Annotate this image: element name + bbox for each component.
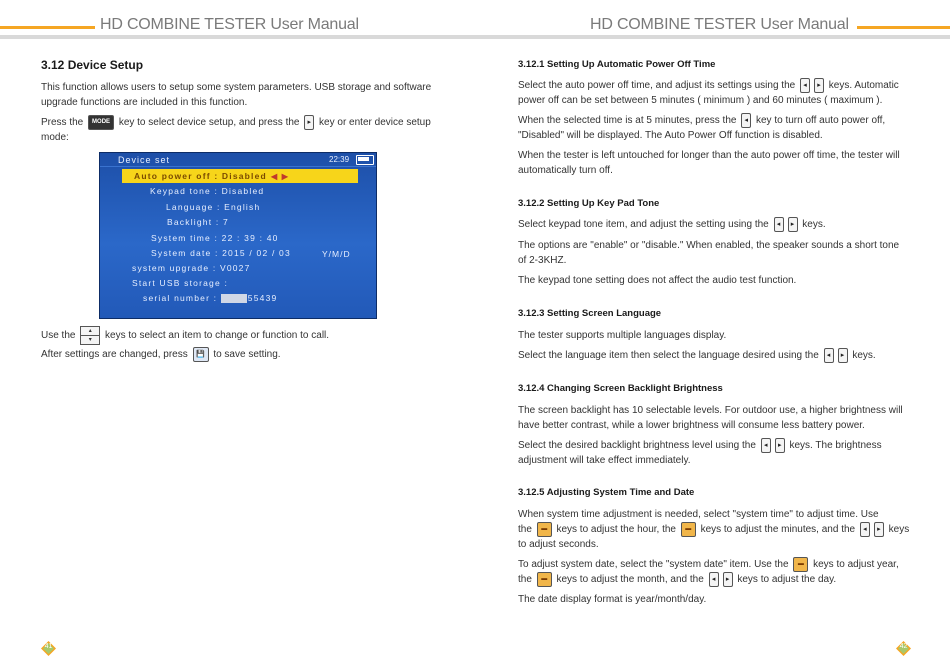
header-title: HD COMBINE TESTER User Manual <box>100 16 359 33</box>
page-number: 42 <box>899 643 908 650</box>
intro-paragraph: This function allows users to setup some system parameters. USB storage and software upgrade functions are included in this function. <box>41 82 432 108</box>
function-key-icon: ▬ <box>793 557 808 572</box>
menu-row-auto-power-off[interactable]: Auto power off : Disabled ◀ ▶ <box>134 171 290 181</box>
left-arrow-key-icon: ◂ <box>800 78 810 93</box>
menu-row-system-time[interactable]: System time : 22 : 39 : 40 <box>151 233 279 243</box>
menu-row-system-upgrade[interactable]: system upgrade : V0027 <box>132 263 251 273</box>
up-down-key-icon: ▴ ▾ <box>80 326 100 345</box>
right-arrow-key-icon: ▸ <box>838 348 848 363</box>
header-title: HD COMBINE TESTER User Manual <box>590 16 849 33</box>
header-accent-line <box>0 26 95 29</box>
right-arrow-key-icon: ▸ <box>814 78 824 93</box>
menu-row-backlight[interactable]: Backlight : 7 <box>167 217 229 227</box>
function-key-icon: ▬ <box>537 572 552 587</box>
screen-clock: 22:39 <box>329 155 350 164</box>
section-title-power-off: 3.12.1 Setting Up Automatic Power Off Time <box>518 59 716 70</box>
menu-row-serial-number: serial number : 55439 <box>143 293 278 303</box>
menu-row-keypad-tone[interactable]: Keypad tone : Disabled <box>150 186 265 196</box>
page-number: 41 <box>44 643 53 650</box>
left-arrow-key-icon: ◂ <box>761 438 771 453</box>
battery-icon <box>356 155 374 165</box>
header-divider <box>475 35 950 39</box>
use-keys-paragraph: Use the ▴ ▾ keys to select an item to change or function to call. <box>41 328 330 343</box>
left-arrow-key-icon: ◂ <box>774 217 784 232</box>
right-page: HD COMBINE TESTER User Manual 3.12.1 Setting Up Automatic Power Off Time Select the auto power off time, and adjust its settings using the ◂ ▸ keys. Automatic power off can be set between 5 minutes ( minimum ) and 60 minutes ( maximum ). When the selected time is at 5 minutes, press the ◂ key to turn off auto power off, "Disabled" will be displayed. The Auto Power Off function is disabled. When the tester is left untouched for longer than the auto power off time, the tester will automatically turn off. 3.12.2 Setting Up Key Pad Tone Select keypad tone item, and adjust the setting using the ◂ ▸ keys. The options are "enable" or "disable." When enabled, the speaker sounds a short tone of 2-3KHZ. The keypad tone setting does not affect the audio test function. 3.12.3 Setting Screen Language The tester supports multiple languages display. Select the language item then select the language desired using the ◂ ▸ keys. 3.12.4 Changing Screen Backlight Brightness The screen backlight has 10 selectable levels. For outdoor use, a higher brightness will have better contrast, while a lower brightness will consume less battery power. Select the desired backlight brightness level using the ◂ ▸ keys. The brightness adjustment will take effect immediately. 3.12.5 Adjusting System Time and Date When system time adjustment is needed, select "system time" to adjust time. Use the ▬ keys to adjust the hour, the ▬ keys to adjust the minutes, and the ◂ ▸ keys to adjust seconds. To adjust system date, select the "system date" item. Use the ▬ keys to adjust year, the ▬ keys to adjust the month, and the ◂ ▸ keys to adjust the day. The date display format is year/month/day. 42 <box>475 0 950 670</box>
right-arrow-key-icon: ▸ <box>775 438 785 453</box>
save-key-icon: 💾 <box>193 347 209 362</box>
right-arrow-key-icon: ▸ <box>723 572 733 587</box>
device-screen <box>99 152 377 319</box>
menu-row-language[interactable]: Language : English <box>166 202 261 212</box>
right-arrow-key-icon: ▸ <box>874 522 884 537</box>
section-title-keypad-tone: 3.12.2 Setting Up Key Pad Tone <box>518 198 660 209</box>
right-arrow-key-icon: ▸ <box>788 217 798 232</box>
header-divider <box>0 35 475 39</box>
section-title-time-date: 3.12.5 Adjusting System Time and Date <box>518 487 695 498</box>
menu-row-system-date[interactable]: System date : 2015 / 02 / 03 <box>151 248 291 258</box>
left-arrow-key-icon: ◂ <box>741 113 751 128</box>
function-key-icon: ▬ <box>681 522 696 537</box>
redacted-serial <box>221 294 247 303</box>
section-title-language: 3.12.3 Setting Screen Language <box>518 308 662 319</box>
header-accent-line <box>857 26 950 29</box>
left-arrow-key-icon: ◂ <box>824 348 834 363</box>
mode-key-icon: MODE <box>88 115 114 130</box>
left-arrow-key-icon: ◂ <box>709 572 719 587</box>
left-arrow-key-icon: ◂ <box>860 522 870 537</box>
function-key-icon: ▬ <box>537 522 552 537</box>
save-paragraph: After settings are changed, press 💾 to save setting. <box>41 347 461 362</box>
menu-row-usb-storage[interactable]: Start USB storage : <box>132 278 229 288</box>
section-title: 3.12 Device Setup <box>41 58 144 72</box>
section-title-backlight: 3.12.4 Changing Screen Backlight Brightness <box>518 383 723 394</box>
left-right-arrows-icon: ◀ ▶ <box>270 172 290 181</box>
screen-title: Device set <box>118 155 171 165</box>
date-format-label: Y/M/D <box>322 249 351 259</box>
right-arrow-key-icon: ▸ <box>304 115 314 130</box>
press-mode-paragraph: Press the MODE key to select device setup, and press the ▸ key or enter device setup mode: <box>41 115 461 145</box>
